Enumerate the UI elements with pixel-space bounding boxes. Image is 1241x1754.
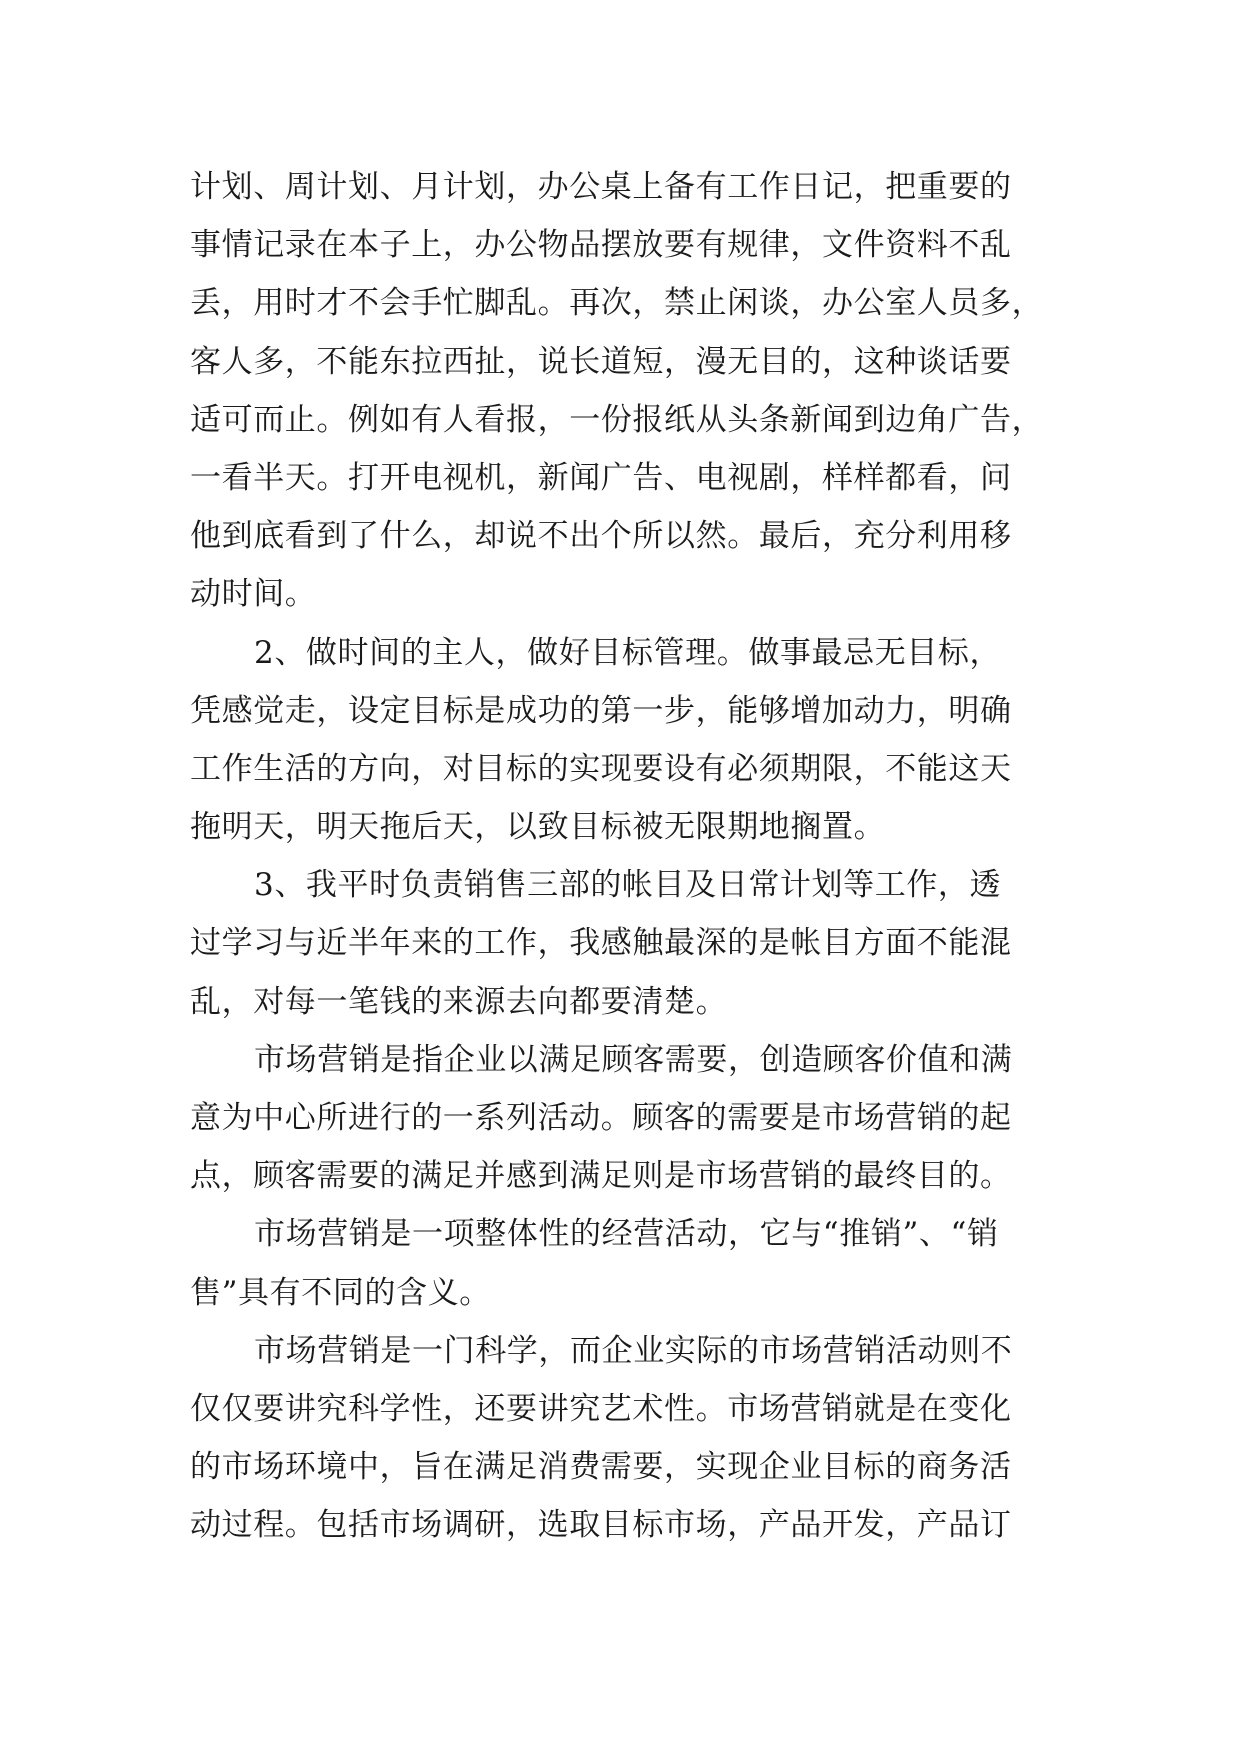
paragraph-start-line: 3、我平时负责销售三部的帐目及日常计划等工作，透 bbox=[254, 867, 1002, 904]
paragraph-start-line: 市场营销是一门科学，而企业实际的市场营销活动则不 bbox=[254, 1332, 1013, 1369]
text-line: 一看半天。打开电视机，新闻广告、电视剧，样样都看，问 bbox=[190, 459, 1012, 496]
text-line: 的市场环境中，旨在满足消费需要，实现企业目标的商务活 bbox=[190, 1449, 1012, 1486]
text-line: 适可而止。例如有人看报，一份报纸从头条新闻到边角广告， bbox=[190, 401, 1044, 438]
text-line: 客人多，不能东拉西扯，说长道短，漫无目的，这种谈话要 bbox=[190, 343, 1012, 380]
text-line: 凭感觉走，设定目标是成功的第一步，能够增加动力，明确 bbox=[190, 692, 1012, 729]
text-line: 仅仅要讲究科学性，还要讲究艺术性。市场营销就是在变化 bbox=[190, 1390, 1012, 1427]
text-line: 乱，对每一笔钱的来源去向都要清楚。 bbox=[190, 983, 728, 1020]
text-line: 他到底看到了什么，却说不出个所以然。最后，充分利用移 bbox=[190, 518, 1012, 555]
text-line: 丢，用时才不会手忙脚乱。再次，禁止闲谈，办公室人员多， bbox=[190, 285, 1044, 322]
text-line: 动过程。包括市场调研，选取目标市场，产品开发，产品订 bbox=[190, 1507, 1012, 1544]
text-line: 点，顾客需要的满足并感到满足则是市场营销的最终目的。 bbox=[190, 1158, 1012, 1195]
document-body bbox=[190, 158, 1050, 1555]
text-line: 售”具有不同的含义。 bbox=[190, 1274, 491, 1311]
text-line: 动时间。 bbox=[190, 576, 317, 613]
text-line: 计划、周计划、月计划，办公桌上备有工作日记，把重要的 bbox=[190, 169, 1012, 205]
text-line: 工作生活的方向，对目标的实现要设有必须期限，不能这天 bbox=[190, 750, 1012, 787]
text-line: 意为中心所进行的一系列活动。顾客的需要是市场营销的起 bbox=[190, 1100, 1012, 1136]
paragraph-start-line: 2、做时间的主人，做好目标管理。做事最忌无目标， bbox=[254, 634, 1002, 671]
paragraph-start-line: 市场营销是一项整体性的经营活动，它与“推销”、“销 bbox=[254, 1216, 999, 1253]
text-line: 拖明天，明天拖后天，以致目标被无限期地搁置。 bbox=[190, 809, 886, 846]
paragraph-start-line: 市场营销是指企业以满足顾客需要，创造顾客价值和满 bbox=[254, 1041, 1013, 1078]
text-line: 过学习与近半年来的工作，我感触最深的是帐目方面不能混 bbox=[190, 925, 1012, 962]
text-line: 事情记录在本子上，办公物品摆放要有规律，文件资料不乱 bbox=[190, 227, 1012, 264]
